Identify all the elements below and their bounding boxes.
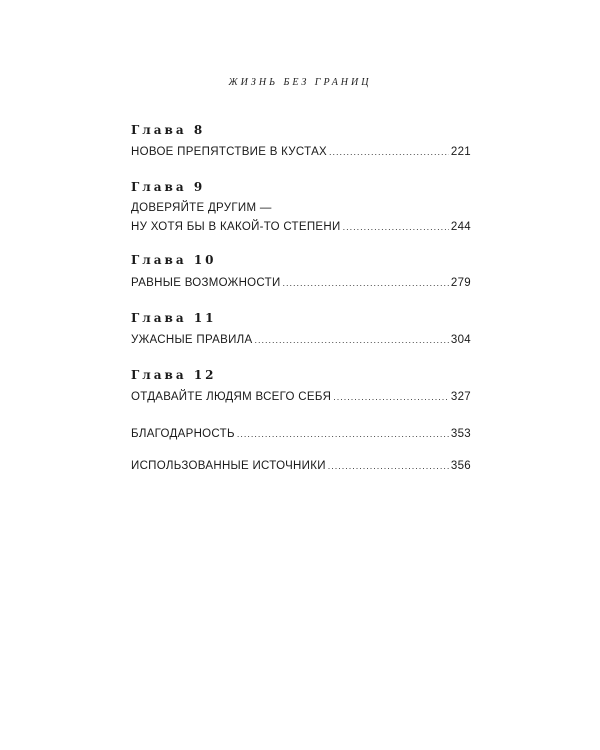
toc-entry-title: НОВОЕ ПРЕПЯТСТВИЕ В КУСТАХ: [131, 146, 328, 158]
toc-page-number: 244: [450, 220, 471, 233]
dot-leader: [333, 393, 449, 402]
toc-entry-sources[interactable]: [131, 461, 471, 473]
toc-entry-chapter-8[interactable]: [131, 147, 471, 159]
toc-entry-title: ИСПОЛЬЗОВАННЫЕ ИСТОЧНИКИ: [131, 460, 326, 472]
toc-page-number: 356: [450, 460, 471, 472]
toc-entry-acknowledgements[interactable]: [131, 429, 471, 441]
dot-leader: [283, 279, 449, 288]
toc-entry-title: УЖАСНЫЕ ПРАВИЛА: [131, 334, 253, 346]
toc-entry-title: РАВНЫЕ ВОЗМОЖНОСТИ: [131, 277, 281, 289]
chapter-12-heading: Глава 12: [131, 368, 217, 382]
toc-page-number: 327: [450, 391, 471, 403]
toc-entry-title-line-1: ДОВЕРЯЙТЕ ДРУГИМ —: [131, 202, 272, 214]
running-head: ЖИЗНЬ БЕЗ ГРАНИЦ: [228, 77, 372, 88]
toc-entry-title: ОТДАВАЙТЕ ЛЮДЯМ ВСЕГО СЕБЯ: [131, 391, 332, 403]
toc-entry-chapter-12[interactable]: [131, 392, 471, 404]
dot-leader: [328, 462, 449, 471]
toc-page-number: 279: [450, 277, 471, 289]
dot-leader: [343, 223, 449, 232]
toc-page-number: 304: [450, 334, 471, 346]
toc-entry-title: БЛАГОДАРНОСТЬ: [131, 428, 235, 440]
toc-page-number: 221: [450, 146, 471, 158]
chapter-10-heading: Глава 10: [131, 253, 217, 267]
toc-entry-title-line-2: НУ ХОТЯ БЫ В КАКОЙ-ТО СТЕПЕНИ: [131, 220, 341, 233]
toc-entry-chapter-11[interactable]: [131, 335, 471, 347]
dot-leader: [329, 148, 449, 157]
chapter-9-heading: Глава 9: [131, 180, 206, 194]
toc-page-number: 353: [450, 428, 471, 440]
dot-leader: [237, 430, 449, 439]
toc-entry-chapter-9[interactable]: [131, 203, 471, 233]
chapter-8-heading: Глава 8: [131, 123, 206, 137]
dot-leader: [255, 336, 449, 345]
toc-entry-chapter-10[interactable]: [131, 278, 471, 290]
chapter-11-heading: Глава 11: [131, 311, 217, 325]
